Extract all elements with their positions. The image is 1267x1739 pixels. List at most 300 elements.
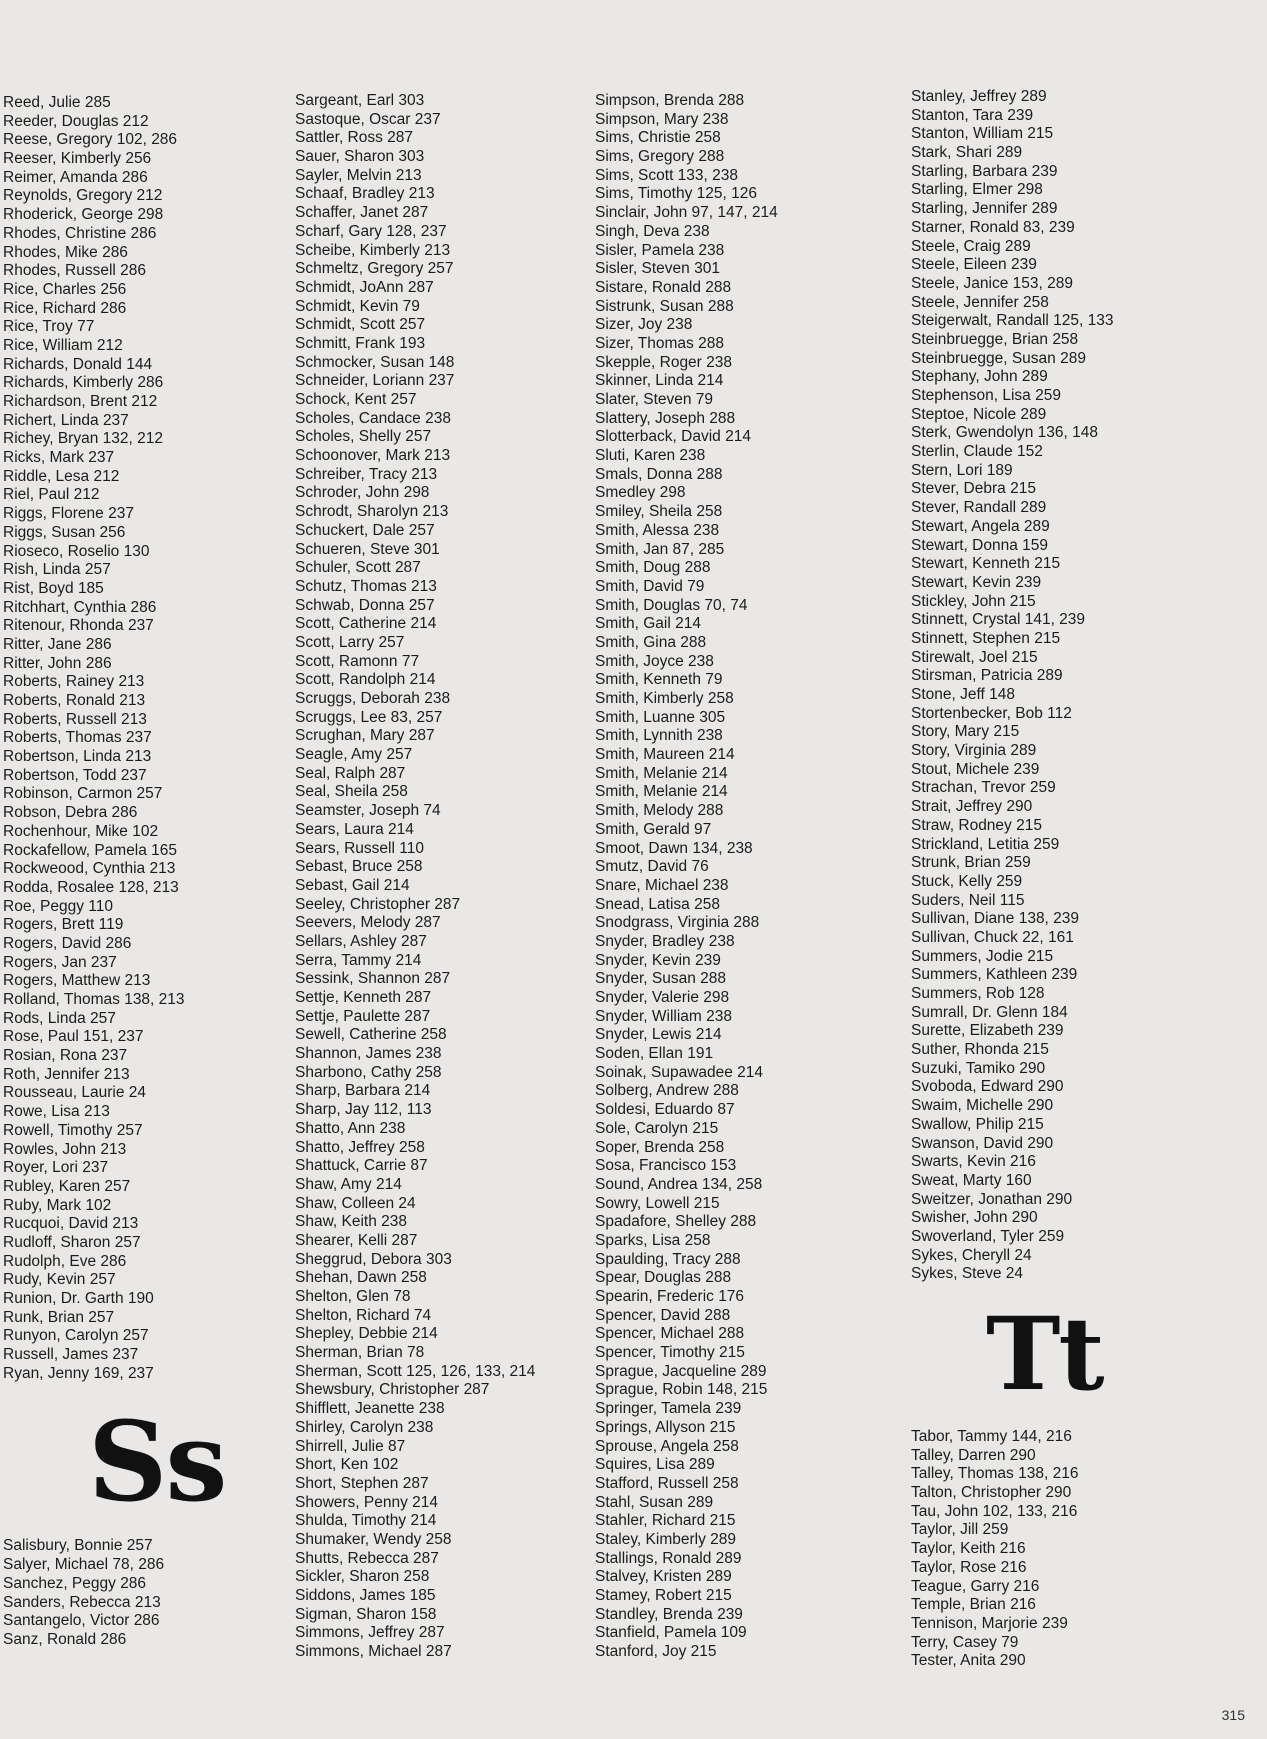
index-entry: Swarts, Kevin 216 bbox=[911, 1153, 1036, 1171]
index-entry: Reed, Julie 285 bbox=[3, 94, 111, 111]
index-entry: Suther, Rhonda 215 bbox=[911, 1041, 1049, 1059]
index-entry: Sessink, Shannon 287 bbox=[295, 970, 451, 988]
index-entry: Simmons, Michael 287 bbox=[295, 1643, 452, 1661]
index-entry: Smiley, Sheila 258 bbox=[595, 503, 723, 521]
index-entry: Rowles, John 213 bbox=[3, 1140, 127, 1158]
index-entry: Rudolph, Eve 286 bbox=[3, 1252, 127, 1270]
index-entry: Seamster, Joseph 74 bbox=[295, 802, 441, 820]
index-entry: Sherman, Scott 125, 126, 133, 214 bbox=[295, 1362, 536, 1380]
index-column-2 bbox=[295, 92, 595, 1662]
index-entry: Tabor, Tammy 144, 216 bbox=[911, 1428, 1072, 1445]
index-entry: Rogers, Matthew 213 bbox=[3, 972, 151, 990]
index-entry: Tau, John 102, 133, 216 bbox=[911, 1502, 1078, 1520]
index-entry: Squires, Lisa 289 bbox=[595, 1456, 715, 1474]
index-entry: Sherman, Brian 78 bbox=[295, 1344, 425, 1362]
index-entry: Simpson, Mary 238 bbox=[595, 110, 729, 128]
index-entry: Roberts, Ronald 213 bbox=[3, 692, 146, 709]
index-entry: Sistrunk, Susan 288 bbox=[595, 297, 734, 315]
index-entry: Rockafellow, Pamela 165 bbox=[3, 841, 178, 859]
index-entry: Stuck, Kelly 259 bbox=[911, 872, 1023, 890]
index-entry: Swallow, Philip 215 bbox=[911, 1115, 1044, 1133]
index-entry: Sayler, Melvin 213 bbox=[295, 166, 422, 184]
index-entry: Stever, Debra 215 bbox=[911, 480, 1036, 498]
index-entry: Reese, Gregory 102, 286 bbox=[3, 131, 178, 149]
index-entry: Shaw, Colleen 24 bbox=[295, 1194, 416, 1212]
index-entry: Rogers, Jan 237 bbox=[3, 953, 117, 971]
index-entry: Shearer, Kelli 287 bbox=[295, 1231, 418, 1249]
index-entry: Smith, Maureen 214 bbox=[595, 746, 735, 764]
index-entry: Stanton, Tara 239 bbox=[911, 106, 1034, 124]
index-entry: Shelton, Richard 74 bbox=[295, 1306, 432, 1324]
index-entry: Shepley, Debbie 214 bbox=[295, 1325, 438, 1343]
index-entry: Rist, Boyd 185 bbox=[3, 579, 104, 597]
index-entry: Rice, Richard 286 bbox=[3, 299, 127, 317]
index-entry: Stout, Michele 239 bbox=[911, 760, 1040, 778]
index-entry: Schaaf, Bradley 213 bbox=[295, 185, 435, 203]
index-entry: Richert, Linda 237 bbox=[3, 411, 129, 429]
index-entry: Sprague, Robin 148, 215 bbox=[595, 1381, 768, 1399]
index-entry: Rubley, Karen 257 bbox=[3, 1177, 131, 1195]
index-entry: Stanton, William 215 bbox=[911, 125, 1054, 143]
index-entry: Stahl, Susan 289 bbox=[595, 1493, 714, 1511]
index-entry: Rogers, David 286 bbox=[3, 934, 132, 952]
index-entry: Stirsman, Patricia 289 bbox=[911, 667, 1063, 685]
index-entry: Steptoe, Nicole 289 bbox=[911, 405, 1047, 423]
index-entry: Rowell, Timothy 257 bbox=[3, 1121, 143, 1139]
index-entry: Stanford, Joy 215 bbox=[595, 1643, 717, 1661]
index-entry: Santangelo, Victor 286 bbox=[3, 1612, 160, 1630]
index-entry: Steele, Janice 153, 289 bbox=[911, 274, 1074, 292]
index-entry: Smith, Gail 214 bbox=[595, 615, 701, 633]
index-entry: Shannon, James 238 bbox=[295, 1045, 442, 1063]
index-entry: Sparks, Lisa 258 bbox=[595, 1231, 711, 1249]
index-entry: Starling, Elmer 298 bbox=[911, 181, 1043, 199]
index-entry: Spencer, Timothy 215 bbox=[595, 1344, 745, 1362]
index-entry: Swisher, John 290 bbox=[911, 1209, 1038, 1227]
index-entry: Schmocker, Susan 148 bbox=[295, 353, 455, 371]
index-entry: Shaw, Amy 214 bbox=[295, 1175, 402, 1193]
index-entry: Rose, Paul 151, 237 bbox=[3, 1028, 144, 1046]
index-entry: Showers, Penny 214 bbox=[295, 1493, 439, 1511]
index-entry: Serra, Tammy 214 bbox=[295, 951, 422, 969]
index-entry: Shatto, Jeffrey 258 bbox=[295, 1138, 425, 1156]
index-entry: Taylor, Keith 216 bbox=[911, 1540, 1026, 1558]
index-entry: Tester, Anita 290 bbox=[911, 1652, 1026, 1670]
index-list bbox=[595, 92, 895, 1662]
index-entry: Spearin, Frederic 176 bbox=[595, 1288, 745, 1305]
index-entry: Taylor, Jill 259 bbox=[911, 1521, 1009, 1539]
index-entry: Roe, Peggy 110 bbox=[3, 897, 114, 915]
index-entry: Shattuck, Carrie 87 bbox=[295, 1157, 428, 1175]
index-entry: Schutz, Thomas 213 bbox=[295, 577, 437, 595]
index-entry: Roth, Jennifer 213 bbox=[3, 1065, 130, 1083]
index-entry: Sims, Gregory 288 bbox=[595, 148, 725, 166]
index-entry: Shifflett, Jeanette 238 bbox=[295, 1400, 445, 1418]
index-entry: Snare, Michael 238 bbox=[595, 876, 729, 894]
index-entry: Rhodes, Mike 286 bbox=[3, 243, 128, 261]
index-entry: Spear, Douglas 288 bbox=[595, 1269, 732, 1287]
index-entry: Sizer, Thomas 288 bbox=[595, 334, 724, 352]
index-entry: Smutz, David 76 bbox=[595, 858, 709, 876]
index-entry: Stewart, Kenneth 215 bbox=[911, 555, 1061, 573]
index-entry: Swanson, David 290 bbox=[911, 1134, 1054, 1152]
index-entry: Scott, Randolph 214 bbox=[295, 671, 436, 689]
index-entry: Snyder, Kevin 239 bbox=[595, 951, 721, 969]
index-entry: Slater, Steven 79 bbox=[595, 391, 714, 408]
index-list bbox=[911, 1428, 1211, 1671]
index-entry: Stern, Lori 189 bbox=[911, 461, 1013, 479]
index-entry: Sims, Scott 133, 238 bbox=[595, 166, 739, 184]
index-entry: Soinak, Supawadee 214 bbox=[595, 1063, 764, 1081]
index-entry: Rudy, Kevin 257 bbox=[3, 1271, 116, 1289]
index-entry: Shumaker, Wendy 258 bbox=[295, 1530, 452, 1548]
index-entry: Sharbono, Cathy 258 bbox=[295, 1063, 442, 1081]
index-entry: Sullivan, Diane 138, 239 bbox=[911, 910, 1080, 928]
index-entry: Springs, Allyson 215 bbox=[595, 1418, 736, 1436]
index-entry: Slotterback, David 214 bbox=[595, 428, 751, 446]
index-entry: Sickler, Sharon 258 bbox=[295, 1568, 430, 1586]
section-letter-t: Tt bbox=[986, 1295, 1103, 1413]
index-entry: Snodgrass, Virginia 288 bbox=[595, 914, 760, 932]
index-entry: Schaffer, Janet 287 bbox=[295, 204, 429, 222]
index-entry: Smith, Douglas 70, 74 bbox=[595, 596, 748, 614]
index-entry: Rolland, Thomas 138, 213 bbox=[3, 991, 185, 1008]
index-entry: Suzuki, Tamiko 290 bbox=[911, 1059, 1046, 1077]
index-entry: Teague, Garry 216 bbox=[911, 1577, 1040, 1595]
index-entry: Stickley, John 215 bbox=[911, 592, 1036, 610]
index-entry: Stever, Randall 289 bbox=[911, 499, 1047, 517]
index-entry: Spaulding, Tracy 288 bbox=[595, 1250, 741, 1268]
index-entry: Smith, Luanne 305 bbox=[595, 708, 726, 726]
index-entry: Roberts, Russell 213 bbox=[3, 710, 147, 728]
index-entry: Snyder, Lewis 214 bbox=[595, 1026, 722, 1044]
index-entry: Surette, Elizabeth 239 bbox=[911, 1022, 1064, 1040]
index-entry: Smith, Kenneth 79 bbox=[595, 671, 723, 689]
index-entry: Smith, Kimberly 258 bbox=[595, 690, 734, 707]
index-entry: Stark, Shari 289 bbox=[911, 144, 1023, 162]
index-entry: Schoonover, Mark 213 bbox=[295, 447, 451, 465]
index-entry: Roberts, Thomas 237 bbox=[3, 729, 152, 747]
index-entry: Sprouse, Angela 258 bbox=[595, 1437, 739, 1455]
index-entry: Smith, David 79 bbox=[595, 577, 705, 595]
index-entry: Sellars, Ashley 287 bbox=[295, 932, 427, 950]
index-entry: Roberts, Rainey 213 bbox=[3, 673, 145, 691]
index-entry: Svoboda, Edward 290 bbox=[911, 1078, 1064, 1096]
index-entry: Shirley, Carolyn 238 bbox=[295, 1418, 434, 1436]
index-entry: Salisbury, Bonnie 257 bbox=[3, 1537, 153, 1555]
index-entry: Scharf, Gary 128, 237 bbox=[295, 222, 447, 240]
index-entry: Sastoque, Oscar 237 bbox=[295, 110, 441, 128]
index-entry: Sisler, Steven 301 bbox=[595, 260, 720, 278]
index-entry: Stanley, Jeffrey 289 bbox=[911, 88, 1047, 105]
index-entry: Robertson, Todd 237 bbox=[3, 766, 147, 784]
index-entry: Ritchhart, Cynthia 286 bbox=[3, 598, 157, 616]
index-entry: Smith, Melody 288 bbox=[595, 802, 724, 820]
index-entry: Story, Mary 215 bbox=[911, 723, 1020, 741]
index-entry: Sewell, Catherine 258 bbox=[295, 1026, 447, 1044]
index-entry: Sluti, Karen 238 bbox=[595, 447, 706, 465]
index-entry: Sisler, Pamela 238 bbox=[595, 241, 725, 259]
index-entry: Straw, Rodney 215 bbox=[911, 816, 1042, 834]
index-entry: Sears, Laura 214 bbox=[295, 820, 414, 838]
index-entry: Stamey, Robert 215 bbox=[595, 1587, 732, 1604]
index-entry: Snead, Latisa 258 bbox=[595, 895, 720, 913]
index-entry: Sattler, Ross 287 bbox=[295, 129, 414, 147]
index-entry: Shirrell, Julie 87 bbox=[295, 1437, 406, 1455]
index-entry: Shatto, Ann 238 bbox=[295, 1119, 406, 1137]
index-entry: Ricks, Mark 237 bbox=[3, 449, 115, 467]
index-entry: Sebast, Gail 214 bbox=[295, 876, 410, 894]
index-entry: Shelton, Glen 78 bbox=[295, 1288, 411, 1305]
index-entry: Schmitt, Frank 193 bbox=[295, 334, 426, 352]
index-entry: Sweitzer, Jonathan 290 bbox=[911, 1190, 1073, 1208]
index-entry: Suders, Neil 115 bbox=[911, 891, 1025, 909]
index-entry: Seal, Ralph 287 bbox=[295, 764, 406, 782]
index-entry: Rhodes, Russell 286 bbox=[3, 262, 147, 280]
index-entry: Rhoderick, George 298 bbox=[3, 206, 164, 224]
index-entry: Robinson, Carmon 257 bbox=[3, 785, 163, 803]
index-entry: Sanchez, Peggy 286 bbox=[3, 1574, 147, 1592]
index-entry: Spencer, David 288 bbox=[595, 1306, 731, 1324]
index-entry: Riggs, Susan 256 bbox=[3, 523, 126, 541]
index-entry: Schueren, Steve 301 bbox=[295, 540, 440, 558]
index-entry: Sullivan, Chuck 22, 161 bbox=[911, 928, 1074, 946]
index-column-1 bbox=[3, 94, 303, 1650]
index-entry: Schock, Kent 257 bbox=[295, 391, 417, 408]
index-entry: Rice, William 212 bbox=[3, 336, 123, 354]
index-entry: Ritenour, Rhonda 237 bbox=[3, 617, 154, 635]
index-entry: Reeder, Douglas 212 bbox=[3, 112, 149, 130]
index-entry: Schuler, Scott 287 bbox=[295, 559, 421, 577]
index-entry: Reynolds, Gregory 212 bbox=[3, 187, 163, 205]
index-entry: Swaim, Michelle 290 bbox=[911, 1097, 1054, 1115]
index-entry: Rogers, Brett 119 bbox=[3, 916, 124, 934]
index-entry: Sizer, Joy 238 bbox=[595, 316, 693, 334]
index-entry: Sharp, Barbara 214 bbox=[295, 1082, 431, 1100]
index-list bbox=[295, 92, 595, 1662]
index-entry: Steigerwalt, Randall 125, 133 bbox=[911, 312, 1114, 330]
index-entry: Ryan, Jenny 169, 237 bbox=[3, 1364, 154, 1382]
index-entry: Rousseau, Laurie 24 bbox=[3, 1084, 147, 1102]
index-entry: Shutts, Rebecca 287 bbox=[295, 1549, 439, 1567]
index-entry: Riel, Paul 212 bbox=[3, 486, 100, 504]
index-entry: Snyder, Bradley 238 bbox=[595, 932, 735, 950]
index-entry: Riddle, Lesa 212 bbox=[3, 467, 120, 485]
index-entry: Sharp, Jay 112, 113 bbox=[295, 1101, 432, 1119]
index-entry: Slattery, Joseph 288 bbox=[595, 409, 736, 427]
index-entry: Talley, Darren 290 bbox=[911, 1446, 1036, 1464]
page-number: 315 bbox=[1221, 1707, 1245, 1723]
index-entry: Smith, Gerald 97 bbox=[595, 820, 712, 838]
index-entry: Sterlin, Claude 152 bbox=[911, 443, 1043, 461]
index-entry: Smith, Melanie 214 bbox=[595, 783, 728, 801]
index-entry: Smith, Doug 288 bbox=[595, 559, 711, 577]
index-entry: Stone, Jeff 148 bbox=[911, 686, 1015, 703]
index-entry: Starling, Jennifer 289 bbox=[911, 200, 1058, 218]
index-entry: Rioseco, Roselio 130 bbox=[3, 542, 150, 560]
index-entry: Schwab, Donna 257 bbox=[295, 596, 435, 614]
index-entry: Rods, Linda 257 bbox=[3, 1009, 116, 1027]
index-entry: Spadafore, Shelley 288 bbox=[595, 1213, 757, 1231]
index-entry: Ritter, Jane 286 bbox=[3, 635, 112, 653]
index-entry: Standley, Brenda 239 bbox=[595, 1605, 743, 1623]
index-entry: Rosian, Rona 237 bbox=[3, 1047, 128, 1065]
index-entry: Rice, Troy 77 bbox=[3, 318, 95, 336]
index-entry: Smith, Lynnith 238 bbox=[595, 727, 723, 745]
index-entry: Sauer, Sharon 303 bbox=[295, 148, 425, 166]
index-entry: Snyder, Valerie 298 bbox=[595, 989, 730, 1006]
index-entry: Staley, Kimberly 289 bbox=[595, 1530, 736, 1548]
index-column-4 bbox=[911, 88, 1211, 1671]
index-entry: Ritter, John 286 bbox=[3, 654, 112, 672]
index-entry: Schreiber, Tracy 213 bbox=[295, 465, 438, 483]
index-entry: Schrodt, Sharolyn 213 bbox=[295, 503, 449, 521]
index-entry: Steinbruegge, Brian 258 bbox=[911, 330, 1079, 348]
index-entry: Sykes, Steve 24 bbox=[911, 1265, 1024, 1283]
index-entry: Rhodes, Christine 286 bbox=[3, 224, 157, 242]
index-entry: Rochenhour, Mike 102 bbox=[3, 822, 159, 840]
index-entry: Short, Ken 102 bbox=[295, 1456, 399, 1474]
index-entry: Stephany, John 289 bbox=[911, 368, 1048, 386]
index-entry: Smith, Gina 288 bbox=[595, 633, 707, 651]
index-entry: Stahler, Richard 215 bbox=[595, 1512, 736, 1530]
index-entry: Sistare, Ronald 288 bbox=[595, 278, 732, 296]
index-entry: Soden, Ellan 191 bbox=[595, 1045, 714, 1063]
index-entry: Reimer, Amanda 286 bbox=[3, 168, 148, 186]
index-entry: Schmidt, JoAnn 287 bbox=[295, 278, 434, 296]
index-entry: Settje, Kenneth 287 bbox=[295, 989, 432, 1006]
index-entry: Stallings, Ronald 289 bbox=[595, 1549, 742, 1567]
index-entry: Shehan, Dawn 258 bbox=[295, 1269, 427, 1287]
index-entry: Steele, Jennifer 258 bbox=[911, 293, 1049, 311]
index-entry: Sebast, Bruce 258 bbox=[295, 858, 423, 876]
index-entry: Stewart, Kevin 239 bbox=[911, 573, 1042, 591]
index-entry: Seeley, Christopher 287 bbox=[295, 895, 461, 913]
index-entry: Schmidt, Kevin 79 bbox=[295, 297, 420, 315]
index-entry: Schmidt, Scott 257 bbox=[295, 316, 426, 334]
index-entry: Strickland, Letitia 259 bbox=[911, 835, 1060, 853]
index-entry: Sykes, Cheryll 24 bbox=[911, 1246, 1032, 1264]
index-entry: Richards, Donald 144 bbox=[3, 355, 153, 373]
index-entry: Sargeant, Earl 303 bbox=[295, 92, 425, 109]
index-entry: Scruggs, Lee 83, 257 bbox=[295, 708, 443, 726]
index-entry: Rowe, Lisa 213 bbox=[3, 1103, 110, 1121]
index-entry: Schneider, Loriann 237 bbox=[295, 372, 455, 390]
index-entry: Stalvey, Kristen 289 bbox=[595, 1568, 732, 1586]
index-entry: Story, Virginia 289 bbox=[911, 742, 1037, 760]
index-entry: Terry, Casey 79 bbox=[911, 1633, 1019, 1651]
index-entry: Stirewalt, Joel 215 bbox=[911, 648, 1038, 666]
index-list bbox=[3, 94, 303, 1383]
index-entry: Sigman, Sharon 158 bbox=[295, 1605, 437, 1623]
index-entry: Seal, Sheila 258 bbox=[295, 783, 408, 801]
index-entry: Simmons, Jeffrey 287 bbox=[295, 1624, 445, 1642]
index-entry: Snyder, Susan 288 bbox=[595, 970, 726, 988]
index-entry: Stafford, Russell 258 bbox=[595, 1474, 739, 1492]
index-entry: Summers, Jodie 215 bbox=[911, 947, 1054, 965]
index-entry: Smith, Alessa 238 bbox=[595, 521, 720, 539]
index-entry: Sprague, Jacqueline 289 bbox=[595, 1362, 767, 1380]
index-entry: Scrughan, Mary 287 bbox=[295, 727, 435, 745]
index-entry: Robertson, Linda 213 bbox=[3, 748, 152, 766]
index-entry: Smals, Donna 288 bbox=[595, 465, 723, 483]
index-entry: Smith, Jan 87, 285 bbox=[595, 540, 725, 558]
index-entry: Soldesi, Eduardo 87 bbox=[595, 1101, 735, 1119]
index-entry: Scholes, Candace 238 bbox=[295, 409, 451, 427]
index-entry: Richards, Kimberly 286 bbox=[3, 374, 164, 392]
index-entry: Talley, Thomas 138, 216 bbox=[911, 1465, 1079, 1483]
index-entry: Starner, Ronald 83, 239 bbox=[911, 218, 1075, 236]
index-entry: Royer, Lori 237 bbox=[3, 1159, 109, 1177]
index-entry: Scott, Catherine 214 bbox=[295, 615, 437, 633]
index-entry: Skinner, Linda 214 bbox=[595, 372, 724, 390]
index-entry: Schuckert, Dale 257 bbox=[295, 521, 435, 539]
index-entry: Steinbruegge, Susan 289 bbox=[911, 349, 1086, 367]
index-entry: Sims, Christie 258 bbox=[595, 129, 721, 147]
index-entry: Short, Stephen 287 bbox=[295, 1474, 429, 1492]
index-entry: Schmeltz, Gregory 257 bbox=[295, 260, 454, 278]
index-entry: Rockweood, Cynthia 213 bbox=[3, 860, 176, 878]
index-entry: Strachan, Trevor 259 bbox=[911, 779, 1056, 797]
index-entry: Scott, Larry 257 bbox=[295, 633, 405, 651]
index-list bbox=[911, 88, 1211, 1284]
index-entry: Seevers, Melody 287 bbox=[295, 914, 441, 932]
index-entry: Runk, Brian 257 bbox=[3, 1308, 115, 1326]
index-entry: Smoot, Dawn 134, 238 bbox=[595, 839, 753, 857]
index-entry: Smith, Joyce 238 bbox=[595, 652, 714, 670]
index-entry: Snyder, William 238 bbox=[595, 1007, 732, 1025]
index-entry: Rodda, Rosalee 128, 213 bbox=[3, 878, 179, 896]
index-entry: Summers, Rob 128 bbox=[911, 985, 1045, 1002]
index-list bbox=[3, 1537, 303, 1649]
index-entry: Salyer, Michael 78, 286 bbox=[3, 1556, 165, 1574]
index-entry: Soper, Brenda 258 bbox=[595, 1138, 725, 1156]
index-entry: Swoverland, Tyler 259 bbox=[911, 1227, 1065, 1245]
index-entry: Tennison, Marjorie 239 bbox=[911, 1614, 1068, 1632]
index-entry: Russell, James 237 bbox=[3, 1346, 139, 1364]
index-column-3 bbox=[595, 92, 895, 1662]
index-entry: Runion, Dr. Garth 190 bbox=[3, 1290, 154, 1307]
index-entry: Sheggrud, Debora 303 bbox=[295, 1250, 452, 1268]
index-entry: Stinnett, Crystal 141, 239 bbox=[911, 611, 1086, 629]
index-entry: Scheibe, Kimberly 213 bbox=[295, 241, 451, 259]
index-entry: Rice, Charles 256 bbox=[3, 280, 127, 298]
index-entry: Stewart, Angela 289 bbox=[911, 517, 1050, 535]
index-entry: Starling, Barbara 239 bbox=[911, 162, 1058, 180]
index-entry: Sosa, Francisco 153 bbox=[595, 1157, 737, 1175]
index-entry: Taylor, Rose 216 bbox=[911, 1558, 1027, 1576]
index-entry: Sinclair, John 97, 147, 214 bbox=[595, 204, 778, 222]
index-entry: Strait, Jeffrey 290 bbox=[911, 798, 1033, 816]
index-entry: Sims, Timothy 125, 126 bbox=[595, 185, 757, 203]
index-entry: Sowry, Lowell 215 bbox=[595, 1194, 720, 1212]
index-entry: Singh, Deva 238 bbox=[595, 222, 710, 240]
index-entry: Simpson, Brenda 288 bbox=[595, 92, 745, 109]
index-entry: Summers, Kathleen 239 bbox=[911, 966, 1078, 984]
index-entry: Skepple, Roger 238 bbox=[595, 353, 733, 371]
index-entry: Richey, Bryan 132, 212 bbox=[3, 430, 163, 448]
section-letter-s: Ss bbox=[88, 1397, 226, 1527]
index-entry: Rudloff, Sharon 257 bbox=[3, 1233, 141, 1251]
index-entry: Schroder, John 298 bbox=[295, 484, 430, 502]
index-entry: Robson, Debra 286 bbox=[3, 804, 138, 822]
index-entry: Scruggs, Deborah 238 bbox=[295, 690, 451, 707]
index-entry: Sweat, Marty 160 bbox=[911, 1171, 1032, 1189]
index-entry: Steele, Craig 289 bbox=[911, 237, 1031, 255]
index-entry: Riggs, Florene 237 bbox=[3, 505, 134, 523]
index-entry: Seagle, Amy 257 bbox=[295, 746, 413, 764]
index-entry: Stortenbecker, Bob 112 bbox=[911, 704, 1072, 722]
